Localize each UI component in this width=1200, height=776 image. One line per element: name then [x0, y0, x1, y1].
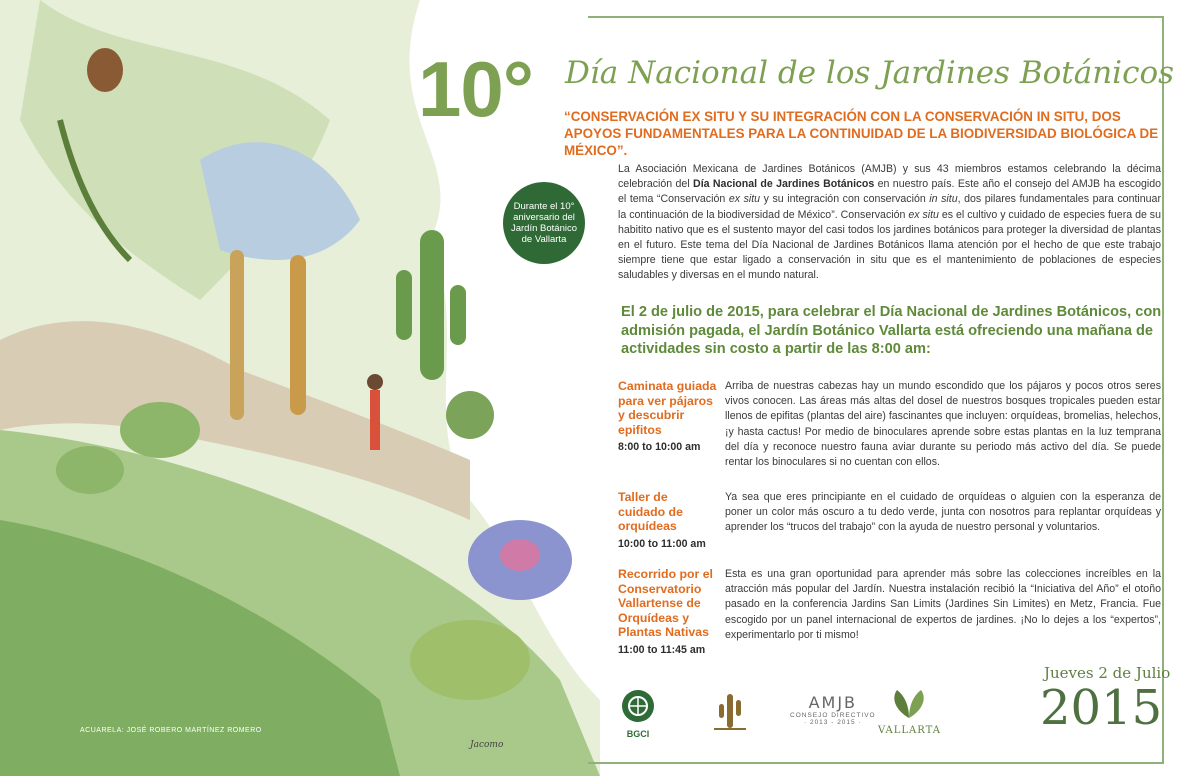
activity-description: Arriba de nuestras cabezas hay un mundo escondido que los pájaros y pocos otros seres vivos conocen. Las áreas más altas del dosel de nuestros bosques tropicales pueden estar llenos de epifitas (plantas del aire) fascinantes que incluyen: orquídeas, bromelias, helechos, ¡y hasta cactus! Por medio de binoculares aprende sobre estas plantas en la luz temprana del día y reconoce nuestro fauna aviar durante su periodo más activo del día. Se puede rentar los binoculares si no cuentan con ellos. — [725, 380, 1161, 469]
activity-name — [618, 490, 718, 551]
anniversary-badge — [503, 182, 585, 264]
vallarta-logo — [878, 688, 941, 736]
intro-italic: ex situ — [908, 208, 939, 221]
artist-credit: ACUARELA: JOSÉ ROBERO MARTÍNEZ ROMERO — [80, 727, 262, 734]
event-year: 2015 — [1040, 680, 1163, 736]
activity-time: 10:00 to 11:00 am — [618, 537, 706, 550]
activity-description: Ya sea que eres principiante en el cuidado de orquídeas o alguien con la esperanza de poner un color más oscuro a tu dedo verde, junta con nosotros para replantar orquídeas y aprender los “trucos del trabajo” con la ayuda de nuestro personal y voluntarios. — [725, 491, 1161, 534]
activity-description: Esta es una gran oportunidad para aprender más sobre las colecciones increíbles en la atracción más popular del Jardín. Nuestra instalación recibió la “Iniciativa del Año” el otoño pasado en la conferencia Jardins San Limits (Jardines Sin Limites) en Metz, Francia. Fue escogido por un panel internacional de expertos de jardines. ¡No lo dejes a los “expertos”, experimentarlo por ti mismo! — [725, 568, 1161, 641]
intro-text: La Asociación Mexicana de Jardines Botánicos (AMJB) y sus 43 miembros estamos celebrando la décima celebración del — [618, 163, 1161, 191]
amjb-years: · 2013 - 2015 · — [803, 719, 862, 726]
activity-name — [618, 379, 718, 455]
activity-title: Caminata guiada para ver pájaros y descubrir epifitos — [618, 379, 717, 437]
bgci-logo — [620, 688, 656, 739]
theme-quote: “CONSERVACIÓN EX SITU Y SU INTEGRACIÓN CON LA CONSERVACIÓN IN SITU, DOS APOYOS FUNDAMENTALES PARA LA CONTINUIDAD DE LA BIODIVERSIDAD BIOLÓGICA DE MÉXICO”. — [564, 109, 1159, 158]
activity-time: 8:00 to 10:00 am — [618, 441, 701, 453]
intro-text: en nuestro país. Este año el consejo del AMJB ha escogido el tema “Conservación — [618, 178, 1162, 206]
event-headline: El 2 de julio de 2015, para celebrar el Día Nacional de Jardines Botánicos, con admisión pagada, el Jardín Botánico Vallarta está ofreciendo una mañana de actividades sin costo a partir de las 8:00 am: — [621, 304, 1162, 357]
intro-text: , dos pilares fundamentales para continuar la continuación de la biodiversidad de México”. Conservación — [618, 193, 1161, 221]
intro-text: y su integración con conservación — [760, 193, 930, 206]
intro-bold: Día Nacional de Jardines Botánicos — [693, 178, 875, 191]
cactus-emblem-icon — [712, 688, 748, 736]
bgci-label: BGCI — [626, 729, 650, 739]
activity-name — [618, 567, 718, 657]
activity-title: Recorrido por el Conservatorio Vallartense de Orquídeas y Plantas Nativas — [618, 567, 713, 639]
amjb-subtitle: CONSEJO DIRECTIVO — [790, 712, 876, 719]
intro-paragraph — [618, 162, 1161, 284]
intro-text: es el cultivo y cuidado de especies fuera de su habitito nativo que es el sustento mayor del casi todos los jardines botánicos para proteger la diversidad de plantas en el futuro. Este tema del Día Nacional de Jardines Botánicos llama atención por el hecho de que este trabajo siempre tiene que estar ligado a conservación in situ que es el mantenimiento de poblaciones de especies saludables y diversas en el mundo natural. — [618, 208, 1161, 282]
leaf-emblem-icon — [883, 688, 935, 720]
page-title: Día Nacional de los Jardines Botánicos — [565, 55, 1175, 91]
activity-time: 11:00 to 11:45 am — [618, 643, 706, 656]
bgci-emblem-icon — [620, 688, 656, 724]
event-date: Jueves 2 de Julio — [1044, 664, 1171, 682]
edition-number: 10° — [418, 45, 533, 133]
activity-title: Taller de cuidado de orquídeas — [618, 490, 683, 533]
intro-italic: in situ — [929, 193, 958, 206]
intro-italic: ex situ — [728, 193, 761, 206]
artist-signature: Jacomo — [470, 740, 504, 750]
cactus-logo — [712, 688, 748, 741]
amjb-logo — [790, 693, 876, 726]
amjb-label: AMJB — [808, 693, 858, 712]
vallarta-label: VALLARTA — [878, 725, 941, 736]
badge-text: Durante el 10° aniversario del Jardín Botánico de Vallarta — [510, 201, 577, 245]
